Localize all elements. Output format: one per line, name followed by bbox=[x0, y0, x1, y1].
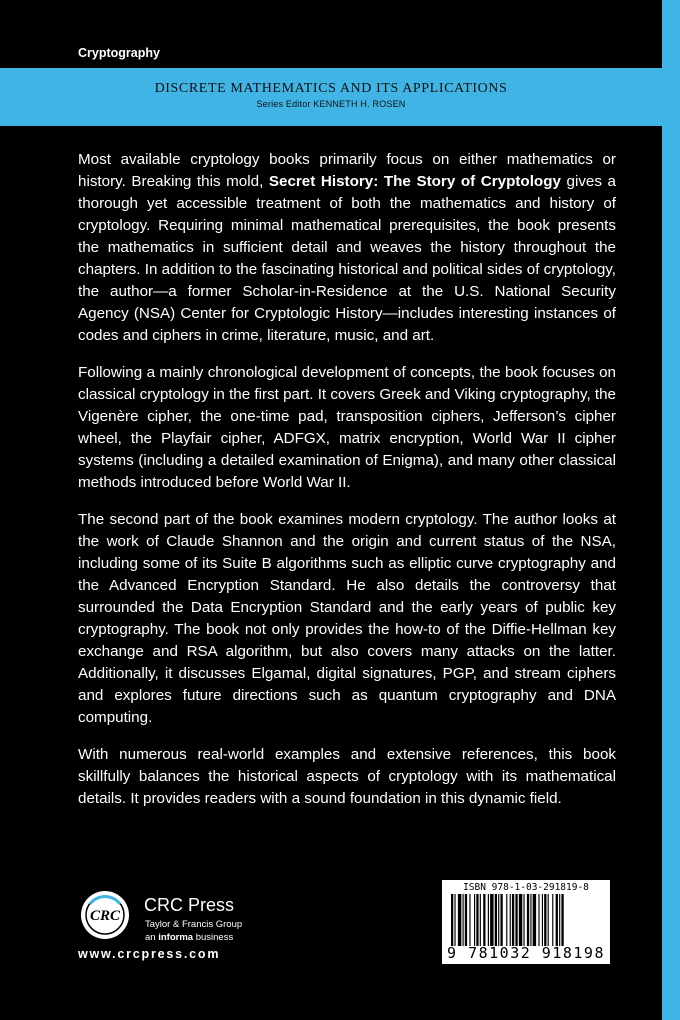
barcode-bars bbox=[449, 894, 603, 946]
barcode-bar bbox=[519, 894, 522, 946]
publisher-url: www.crcpress.com bbox=[78, 947, 221, 961]
barcode-bar bbox=[488, 894, 489, 946]
publisher-group: Taylor & Francis Group bbox=[145, 919, 243, 930]
barcode-bar bbox=[542, 894, 543, 946]
publisher-block bbox=[78, 882, 278, 962]
blurb-paragraph-1: Most available cryptology books primarily focus on either mathematics or history. Breaking this mold, Secret History: The Story of Cryptology gives a thorough yet accessible treatment of both the mathematics and history of cryptology. Requiring minimal mathematical prerequisites, the book presents the mathematics in sufficient detail and weaves the history throughout the chapters. In addition to the fascinating historical and political sides of cryptology, the author—a former Scholar-in-Residence at the U.S. National Security Agency (NSA) Center for Cryptologic History—includes interesting instances of codes and ciphers in crime, literature, music, and art. bbox=[78, 151, 617, 344]
barcode-bar bbox=[506, 894, 507, 946]
barcode-bar bbox=[561, 894, 563, 946]
category-label: Cryptography bbox=[78, 46, 160, 60]
barcode-bar bbox=[458, 894, 461, 946]
barcode-bar bbox=[533, 894, 536, 946]
right-edge-strip bbox=[662, 0, 680, 1020]
barcode-bar bbox=[469, 894, 470, 946]
barcode-bar bbox=[495, 894, 497, 946]
barcode-bar bbox=[538, 894, 539, 946]
series-band bbox=[0, 68, 662, 126]
barcode-bar bbox=[498, 894, 499, 946]
barcode-bar bbox=[465, 894, 467, 946]
barcode-bar bbox=[483, 894, 485, 946]
publisher-business: an informa business bbox=[145, 932, 234, 943]
barcode-bar bbox=[476, 894, 478, 946]
book-title: Secret History: The Story of Cryptology bbox=[268, 173, 561, 190]
barcode-bar bbox=[530, 894, 531, 946]
barcode-bar bbox=[490, 894, 493, 946]
barcode-digits: 9 781032 918198 bbox=[447, 944, 605, 962]
barcode-bar bbox=[515, 894, 517, 946]
blurb-paragraph-2: Following a mainly chronological development of concepts, the book focuses on classical cryptology in the first part. It covers Greek and Viking cryptography, the Vigenère cipher, the one-time pad, transposition ciphers, Jefferson’s cipher wheel, the Playfair cipher, ADFGX, matrix encryption, World War II cipher systems (including a detailed examination of Enigma), and many other classical methods introduced before World War II. bbox=[78, 364, 616, 491]
barcode-bar bbox=[510, 894, 511, 946]
barcode-bar bbox=[500, 894, 502, 946]
back-cover-blurb bbox=[78, 149, 616, 825]
crc-logo-icon bbox=[80, 890, 130, 940]
barcode-bar bbox=[527, 894, 529, 946]
series-editor: Series Editor KENNETH H. ROSEN bbox=[256, 99, 406, 109]
isbn-barcode bbox=[442, 880, 610, 964]
barcode-bar bbox=[523, 894, 524, 946]
barcode-bar bbox=[559, 894, 560, 946]
barcode-bar bbox=[556, 894, 558, 946]
barcode-bar bbox=[548, 894, 549, 946]
barcode-bar bbox=[512, 894, 514, 946]
barcode-bar bbox=[454, 894, 455, 946]
barcode-bar bbox=[451, 894, 453, 946]
barcode-bar bbox=[463, 894, 464, 946]
barcode-bar bbox=[544, 894, 546, 946]
barcode-bar bbox=[480, 894, 481, 946]
barcode-bar bbox=[552, 894, 553, 946]
blurb-paragraph-3: The second part of the book examines modern cryptology. The author looks at the work of Claude Shannon and the origin and current status of the NSA, including some of its Suite B algorithms such as elliptic curve cryptography and the Advanced Encryption Standard. He also details the controversy that surrounded the Data Encryption Standard and the early years of public key cryptography. The book not only provides the how-to of the Diffie-Hellman key exchange and RSA algorithm, but also covers many attacks on the latter. Additionally, it discusses Elgamal, digital signatures, PGP, and stream ciphers and explores future directions such as quantum cryptography and DNA computing. bbox=[78, 511, 616, 726]
publisher-name: CRC Press bbox=[144, 895, 235, 915]
crc-logo-text: CRC bbox=[89, 908, 121, 924]
isbn-number: ISBN 978-1-03-291819-8 bbox=[463, 882, 589, 893]
blurb-paragraph-4: With numerous real-world examples and extensive references, this book skillfully balances the historical aspects of cryptology with its mathematical details. It provides readers with a sound foundation in this dynamic field. bbox=[78, 746, 616, 807]
barcode-bar bbox=[474, 894, 475, 946]
series-title: DISCRETE MATHEMATICS AND ITS APPLICATIONS bbox=[154, 81, 508, 96]
